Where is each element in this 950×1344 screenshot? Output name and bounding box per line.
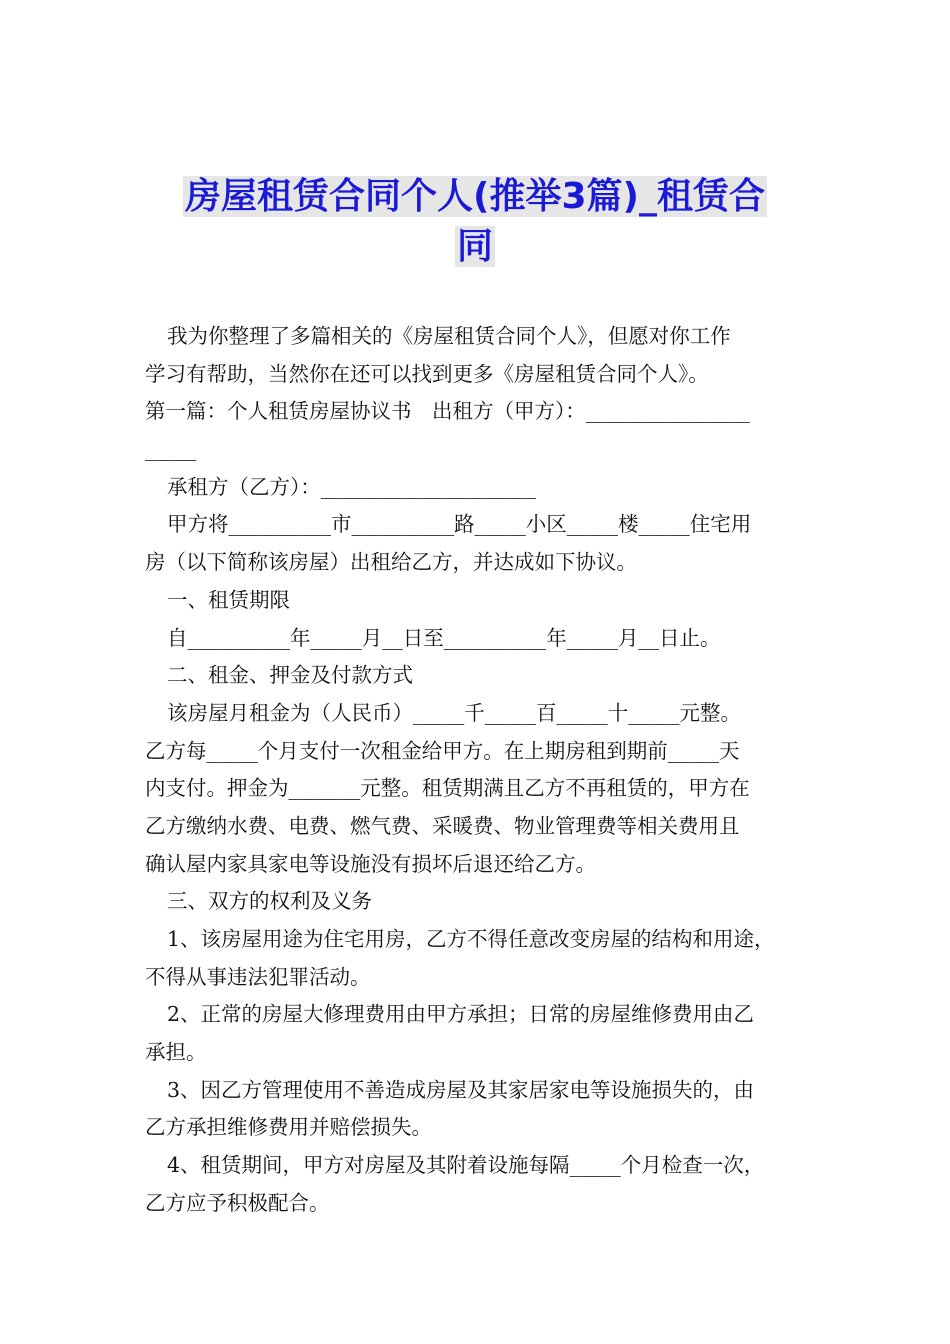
paragraph-line: 乙方缴纳水费、电费、燃气费、采暖费、物业管理费等相关费用且 (145, 813, 740, 838)
paragraph-line: 1、该房屋用途为住宅用房，乙方不得任意改变房屋的结构和用途， (167, 927, 775, 951)
paragraph-line: 甲方将__________市__________路_____小区_____楼_____住宅用 (167, 512, 752, 537)
section-heading: 三、双方的权利及义务 (167, 889, 372, 914)
paragraph-line: 承担。 (145, 1040, 207, 1065)
paragraph-line: 乙方承担维修费用并赔偿损失。 (145, 1115, 432, 1140)
paragraph-line: 确认屋内家具家电等设施没有损坏后退还给乙方。 (145, 851, 596, 876)
paragraph-line: 3、因乙方管理使用不善造成房屋及其家居家电等设施损失的，由 (167, 1077, 755, 1102)
paragraph-line: 内支付。押金为_______元整。租赁期满且乙方不再租赁的，甲方在 (145, 776, 750, 801)
paragraph-line: 乙方应予积极配合。 (145, 1190, 330, 1215)
paragraph-line: 承租方（乙方）：_____________________ (167, 474, 536, 499)
document-body (145, 318, 815, 1223)
paragraph-line: 自__________年_____月__日至__________年_____月__日止。 (167, 625, 721, 650)
section-heading: 二、租金、押金及付款方式 (167, 663, 413, 688)
paragraph-line: 不得从事违法犯罪活动。 (145, 964, 371, 989)
section-heading: 一、租赁期限 (167, 587, 290, 612)
paragraph-line: 学习有帮助，当然你在还可以找到更多《房屋租赁合同个人》。 (145, 361, 709, 386)
document-title (150, 172, 800, 272)
paragraph-line: 2、正常的房屋大修理费用由甲方承担；日常的房屋维修费用由乙 (167, 1002, 755, 1027)
paragraph-line: 我为你整理了多篇相关的《房屋租赁合同个人》，但愿对你工作 (167, 324, 731, 348)
paragraph-line: _____ (145, 437, 197, 462)
title-line-2: 同 (456, 226, 493, 267)
paragraph-line: 4、租赁期间，甲方对房屋及其附着设施每隔_____个月检查一次， (167, 1153, 765, 1178)
paragraph-line: 乙方每_____个月支付一次租金给甲方。在上期房租到期前_____天 (145, 738, 740, 763)
paragraph-line: 该房屋月租金为（人民币）_____千_____百_____十_____元整。 (167, 700, 741, 725)
paragraph-line: 第一篇：个人租赁房屋协议书 出租方（甲方）：________________ (145, 399, 750, 424)
title-line-1: 房屋租赁合同个人(推举3篇)_租赁合 (185, 176, 765, 217)
paragraph-line: 房（以下简称该房屋）出租给乙方，并达成如下协议。 (145, 550, 637, 575)
